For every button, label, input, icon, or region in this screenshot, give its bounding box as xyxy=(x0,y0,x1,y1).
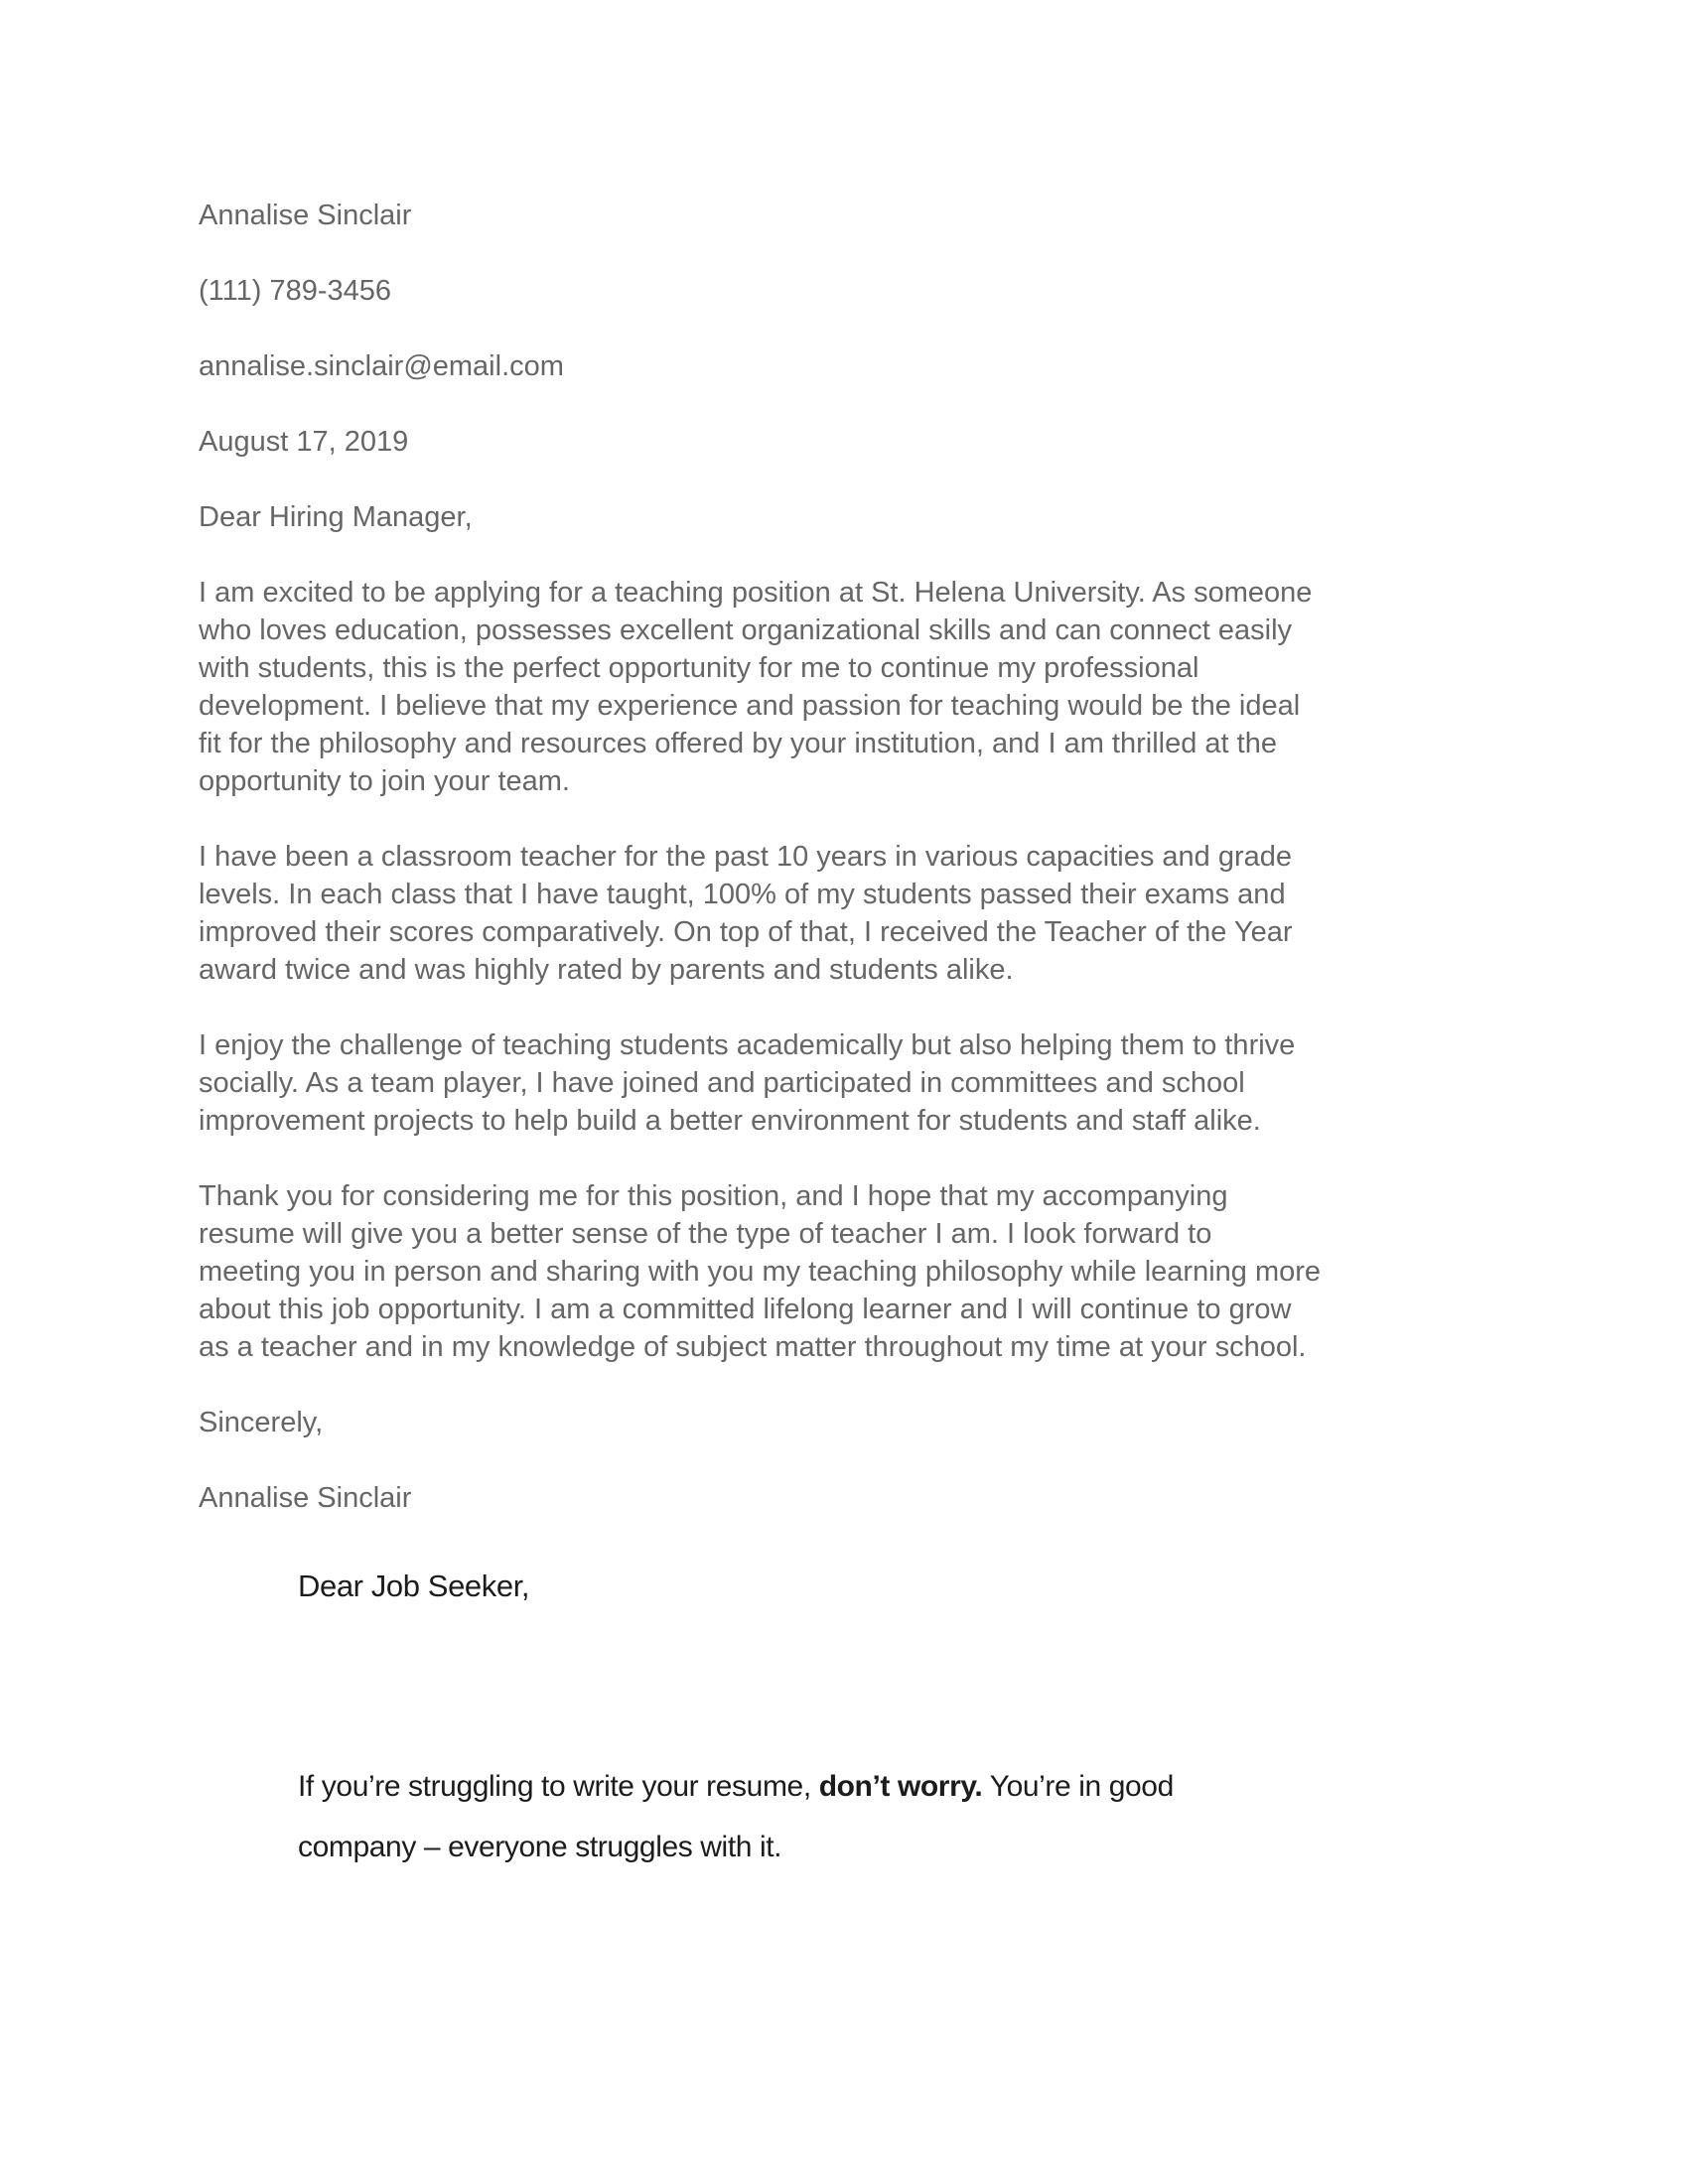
text-line: levels. In each class that I have taught, 100% of my students passed their exams and xyxy=(199,879,1286,910)
text-line: about this job opportunity. I am a committed lifelong learner and I will continue to grow xyxy=(199,1294,1292,1325)
text-line: socially. As a team player, I have joined and participated in committees and school xyxy=(199,1067,1245,1099)
letter-paragraph-2 xyxy=(199,838,1489,989)
letter-salutation: Dear Hiring Manager, xyxy=(199,501,473,533)
sender-email: annalise.sinclair@email.com xyxy=(199,350,564,382)
text-line: Thank you for considering me for this position, and I hope that my accompanying xyxy=(199,1180,1228,1212)
note-message-line-1 xyxy=(298,1756,1489,1817)
note-message-bold: don’t worry. xyxy=(818,1770,983,1803)
letter-closing: Sincerely, xyxy=(199,1407,324,1438)
note-salutation: Dear Job Seeker, xyxy=(298,1569,530,1603)
text-line: fit for the philosophy and resources offered by your institution, and I am thrilled at the xyxy=(199,728,1277,759)
text-line: who loves education, possesses excellent organizational skills and can connect easily xyxy=(199,614,1293,646)
text-line: meeting you in person and sharing with you my teaching philosophy while learning more xyxy=(199,1256,1322,1288)
text-line: opportunity to join your team. xyxy=(199,765,570,797)
text-line: I have been a classroom teacher for the past 10 years in various capacities and grade xyxy=(199,841,1293,873)
letter-date: August 17, 2019 xyxy=(199,426,409,458)
text-line: as a teacher and in my knowledge of subject matter throughout my time at your school. xyxy=(199,1331,1307,1363)
sender-phone: (111) 789-3456 xyxy=(199,275,392,307)
note-message-post: You’re in good xyxy=(982,1770,1174,1803)
note-message-line-2: company – everyone struggles with it. xyxy=(298,1831,782,1863)
text-line: award twice and was highly rated by parents and students alike. xyxy=(199,954,1014,986)
letter-paragraph-4 xyxy=(199,1177,1489,1366)
text-line: improved their scores comparatively. On top of that, I received the Teacher of the Year xyxy=(199,916,1293,948)
cover-letter xyxy=(199,197,1489,1877)
letter-paragraph-1 xyxy=(199,574,1489,800)
text-line: with students, this is the perfect opportunity for me to continue my professional xyxy=(199,652,1199,684)
note-message xyxy=(298,1756,1489,1877)
letter-paragraph-3 xyxy=(199,1026,1489,1140)
text-line: development. I believe that my experience and passion for teaching would be the ideal xyxy=(199,690,1301,722)
text-line: I am excited to be applying for a teaching position at St. Helena University. As someone xyxy=(199,577,1313,609)
text-line: I enjoy the challenge of teaching students academically but also helping them to thrive xyxy=(199,1029,1296,1061)
text-line: improvement projects to help build a better environment for students and staff alike. xyxy=(199,1105,1261,1137)
note-message-pre: If you’re struggling to write your resume, xyxy=(298,1770,819,1803)
text-line: resume will give you a better sense of the type of teacher I am. I look forward to xyxy=(199,1218,1212,1250)
sender-name: Annalise Sinclair xyxy=(199,200,412,231)
letter-signature: Annalise Sinclair xyxy=(199,1482,412,1514)
